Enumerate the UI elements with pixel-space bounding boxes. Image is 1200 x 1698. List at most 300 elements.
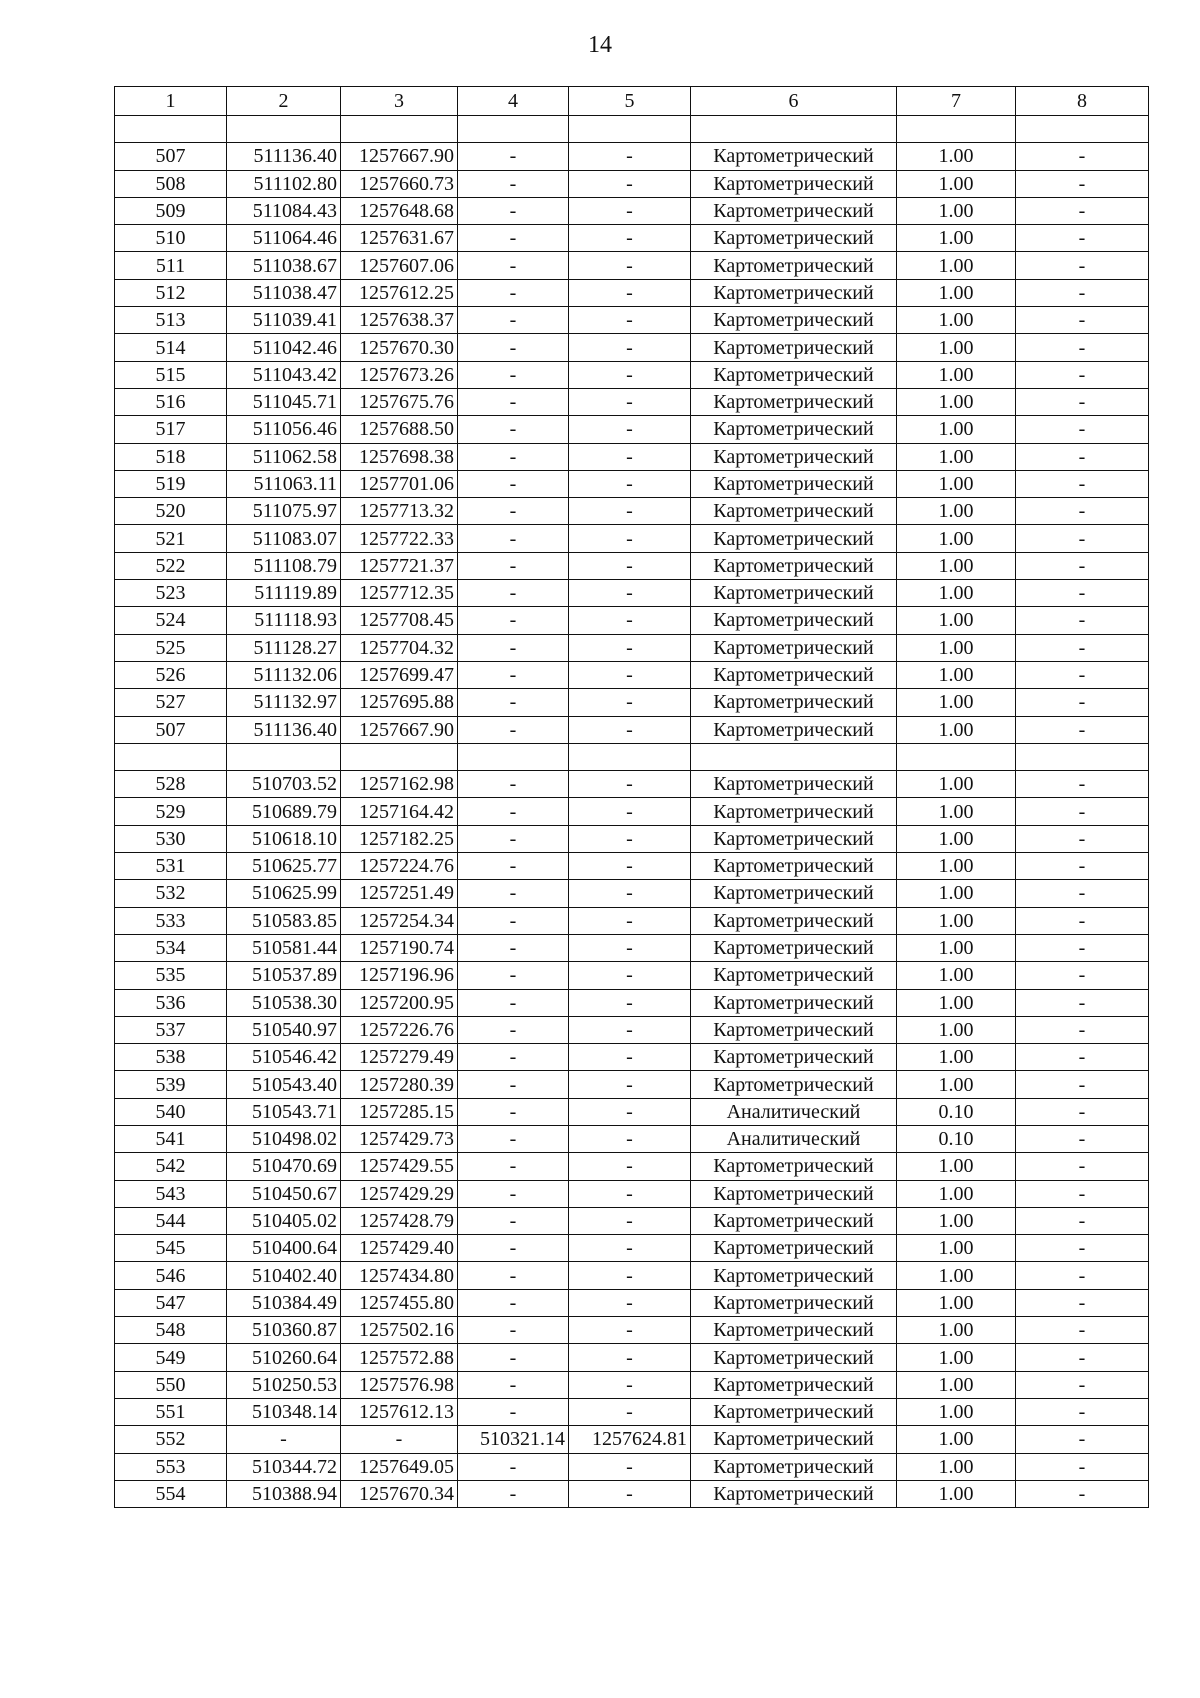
point-number-cell: 547 [115, 1289, 227, 1316]
y-old-cell: - [569, 1153, 691, 1180]
table-row [115, 1071, 1149, 1098]
y-coordinate-cell: 1257722.33 [341, 525, 458, 552]
y-coordinate-cell: 1257667.90 [341, 716, 458, 743]
point-number-cell: 533 [115, 907, 227, 934]
point-number-cell: 534 [115, 934, 227, 961]
y-old-cell: - [569, 1262, 691, 1289]
point-number-cell: 521 [115, 525, 227, 552]
description-cell: - [1016, 498, 1149, 525]
y-coordinate-cell: 1257226.76 [341, 1016, 458, 1043]
x-coordinate-cell: 511128.27 [227, 634, 341, 661]
method-cell: Картометрический [691, 361, 897, 388]
accuracy-cell: 1.00 [897, 689, 1016, 716]
x-old-cell: - [458, 1262, 569, 1289]
table-row [115, 580, 1149, 607]
table-row [115, 1180, 1149, 1207]
accuracy-cell: 1.00 [897, 170, 1016, 197]
y-coordinate-cell: 1257667.90 [341, 143, 458, 170]
x-coordinate-cell: 510543.40 [227, 1071, 341, 1098]
y-old-cell: - [569, 1125, 691, 1152]
description-cell: - [1016, 388, 1149, 415]
description-cell: - [1016, 716, 1149, 743]
x-coordinate-cell: 510402.40 [227, 1262, 341, 1289]
method-cell: Картометрический [691, 388, 897, 415]
method-cell: Картометрический [691, 197, 897, 224]
table-row [115, 143, 1149, 170]
description-cell: - [1016, 689, 1149, 716]
x-old-cell: - [458, 853, 569, 880]
point-number-cell: 511 [115, 252, 227, 279]
x-coordinate-cell: 510703.52 [227, 771, 341, 798]
x-coordinate-cell: 510689.79 [227, 798, 341, 825]
method-cell: Картометрический [691, 798, 897, 825]
x-old-cell: - [458, 525, 569, 552]
x-coordinate-cell: 511136.40 [227, 716, 341, 743]
table-row [115, 1344, 1149, 1371]
column-header: 7 [897, 87, 1016, 116]
accuracy-cell: 1.00 [897, 498, 1016, 525]
y-old-cell: - [569, 771, 691, 798]
description-cell: - [1016, 279, 1149, 306]
y-coordinate-cell: 1257673.26 [341, 361, 458, 388]
description-cell: - [1016, 989, 1149, 1016]
method-cell: Картометрический [691, 279, 897, 306]
y-old-cell: - [569, 552, 691, 579]
x-coordinate-cell: 511045.71 [227, 388, 341, 415]
accuracy-cell: 1.00 [897, 1207, 1016, 1234]
table-row [115, 116, 1149, 143]
description-cell: - [1016, 661, 1149, 688]
y-old-cell: - [569, 689, 691, 716]
y-coordinate-cell: 1257190.74 [341, 934, 458, 961]
table-row [115, 443, 1149, 470]
x-old-cell: - [458, 934, 569, 961]
y-old-cell: - [569, 170, 691, 197]
y-old-cell: - [569, 388, 691, 415]
method-cell: Картометрический [691, 1071, 897, 1098]
y-old-cell: - [569, 1317, 691, 1344]
x-coordinate-cell: 510400.64 [227, 1235, 341, 1262]
y-coordinate-cell: 1257701.06 [341, 470, 458, 497]
x-old-cell: - [458, 197, 569, 224]
y-old-cell: - [569, 962, 691, 989]
table-row [115, 689, 1149, 716]
y-old-cell: - [569, 279, 691, 306]
y-coordinate-cell: 1257429.55 [341, 1153, 458, 1180]
accuracy-cell: 0.10 [897, 1125, 1016, 1152]
method-cell: Аналитический [691, 1098, 897, 1125]
accuracy-cell: 1.00 [897, 989, 1016, 1016]
x-coordinate-cell: 510625.99 [227, 880, 341, 907]
method-cell: Картометрический [691, 307, 897, 334]
y-old-cell: - [569, 1398, 691, 1425]
accuracy-cell: 1.00 [897, 1426, 1016, 1453]
method-cell: Картометрический [691, 1317, 897, 1344]
x-coordinate-cell: 510348.14 [227, 1398, 341, 1425]
x-old-cell: - [458, 225, 569, 252]
y-coordinate-cell: 1257708.45 [341, 607, 458, 634]
point-number-cell: 514 [115, 334, 227, 361]
point-number-cell: 507 [115, 143, 227, 170]
x-old-cell: - [458, 170, 569, 197]
table-row [115, 525, 1149, 552]
y-coordinate-cell: 1257576.98 [341, 1371, 458, 1398]
y-old-cell: - [569, 498, 691, 525]
table-row [115, 1044, 1149, 1071]
x-old-cell: - [458, 1398, 569, 1425]
y-coordinate-cell: 1257279.49 [341, 1044, 458, 1071]
description-cell: - [1016, 580, 1149, 607]
method-cell: Картометрический [691, 1426, 897, 1453]
y-old-cell: - [569, 252, 691, 279]
accuracy-cell: 0.10 [897, 1098, 1016, 1125]
x-old-cell: - [458, 279, 569, 306]
x-old-cell: - [458, 1044, 569, 1071]
accuracy-cell: 1.00 [897, 1016, 1016, 1043]
method-cell [691, 116, 897, 143]
table-row [115, 1125, 1149, 1152]
accuracy-cell: 1.00 [897, 1480, 1016, 1507]
y-old-cell: - [569, 989, 691, 1016]
accuracy-cell: 1.00 [897, 525, 1016, 552]
method-cell: Картометрический [691, 498, 897, 525]
accuracy-cell: 1.00 [897, 443, 1016, 470]
accuracy-cell: 1.00 [897, 1044, 1016, 1071]
accuracy-cell: 1.00 [897, 552, 1016, 579]
y-old-cell: - [569, 197, 691, 224]
table-row [115, 771, 1149, 798]
table-row [115, 1016, 1149, 1043]
y-coordinate-cell: 1257455.80 [341, 1289, 458, 1316]
y-old-cell: - [569, 1344, 691, 1371]
point-number-cell: 529 [115, 798, 227, 825]
accuracy-cell: 1.00 [897, 143, 1016, 170]
point-number-cell: 517 [115, 416, 227, 443]
y-coordinate-cell: 1257434.80 [341, 1262, 458, 1289]
accuracy-cell [897, 116, 1016, 143]
y-old-cell: - [569, 934, 691, 961]
method-cell: Картометрический [691, 716, 897, 743]
table-row [115, 1317, 1149, 1344]
x-coordinate-cell: 511043.42 [227, 361, 341, 388]
description-cell: - [1016, 1235, 1149, 1262]
point-number-cell: 508 [115, 170, 227, 197]
method-cell: Картометрический [691, 225, 897, 252]
x-coordinate-cell: 511132.06 [227, 661, 341, 688]
x-coordinate-cell: 511056.46 [227, 416, 341, 443]
table-row [115, 279, 1149, 306]
accuracy-cell: 1.00 [897, 853, 1016, 880]
description-cell: - [1016, 416, 1149, 443]
description-cell: - [1016, 1071, 1149, 1098]
description-cell: - [1016, 1480, 1149, 1507]
point-number-cell: 542 [115, 1153, 227, 1180]
method-cell: Картометрический [691, 1044, 897, 1071]
point-number-cell: 531 [115, 853, 227, 880]
method-cell: Картометрический [691, 525, 897, 552]
description-cell: - [1016, 798, 1149, 825]
method-cell: Картометрический [691, 334, 897, 361]
y-old-cell: - [569, 1071, 691, 1098]
x-coordinate-cell: 511132.97 [227, 689, 341, 716]
point-number-cell: 520 [115, 498, 227, 525]
x-old-cell: - [458, 1153, 569, 1180]
point-number-cell: 538 [115, 1044, 227, 1071]
x-old-cell: - [458, 1289, 569, 1316]
accuracy-cell: 1.00 [897, 1289, 1016, 1316]
description-cell: - [1016, 307, 1149, 334]
method-cell: Картометрический [691, 143, 897, 170]
x-coordinate-cell: 510618.10 [227, 825, 341, 852]
method-cell: Картометрический [691, 607, 897, 634]
y-coordinate-cell: 1257699.47 [341, 661, 458, 688]
x-old-cell: - [458, 143, 569, 170]
method-cell: Картометрический [691, 934, 897, 961]
y-coordinate-cell: 1257164.42 [341, 798, 458, 825]
method-cell: Картометрический [691, 634, 897, 661]
y-old-cell: - [569, 580, 691, 607]
accuracy-cell: 1.00 [897, 197, 1016, 224]
point-number-cell: 532 [115, 880, 227, 907]
method-cell: Картометрический [691, 1398, 897, 1425]
table-row [115, 416, 1149, 443]
method-cell: Картометрический [691, 771, 897, 798]
column-header: 2 [227, 87, 341, 116]
description-cell: - [1016, 907, 1149, 934]
method-cell: Картометрический [691, 443, 897, 470]
method-cell: Картометрический [691, 252, 897, 279]
y-old-cell: - [569, 1016, 691, 1043]
y-coordinate-cell: 1257631.67 [341, 225, 458, 252]
table-row [115, 1153, 1149, 1180]
table-row [115, 989, 1149, 1016]
x-coordinate-cell: 511084.43 [227, 197, 341, 224]
table-row [115, 1262, 1149, 1289]
accuracy-cell: 1.00 [897, 1071, 1016, 1098]
column-header: 3 [341, 87, 458, 116]
description-cell: - [1016, 1344, 1149, 1371]
y-coordinate-cell: 1257704.32 [341, 634, 458, 661]
y-coordinate-cell: 1257502.16 [341, 1317, 458, 1344]
point-number-cell: 535 [115, 962, 227, 989]
description-cell: - [1016, 334, 1149, 361]
accuracy-cell: 1.00 [897, 1153, 1016, 1180]
table-row [115, 1207, 1149, 1234]
y-coordinate-cell: 1257713.32 [341, 498, 458, 525]
table-row [115, 1235, 1149, 1262]
y-old-cell: - [569, 1371, 691, 1398]
method-cell: Картометрический [691, 1344, 897, 1371]
description-cell [1016, 116, 1149, 143]
y-old-cell [569, 116, 691, 143]
x-coordinate-cell: 510470.69 [227, 1153, 341, 1180]
point-number-cell: 543 [115, 1180, 227, 1207]
y-old-cell: 1257624.81 [569, 1426, 691, 1453]
description-cell: - [1016, 525, 1149, 552]
method-cell: Картометрический [691, 580, 897, 607]
x-coordinate-cell: 510344.72 [227, 1453, 341, 1480]
table-row [115, 1426, 1149, 1453]
x-coordinate-cell: 510450.67 [227, 1180, 341, 1207]
description-cell: - [1016, 470, 1149, 497]
accuracy-cell: 1.00 [897, 962, 1016, 989]
x-old-cell: - [458, 634, 569, 661]
point-number-cell: 507 [115, 716, 227, 743]
y-coordinate-cell: 1257638.37 [341, 307, 458, 334]
accuracy-cell: 1.00 [897, 1262, 1016, 1289]
point-number-cell: 527 [115, 689, 227, 716]
y-coordinate-cell: 1257200.95 [341, 989, 458, 1016]
method-cell: Картометрический [691, 1235, 897, 1262]
y-coordinate-cell: 1257670.30 [341, 334, 458, 361]
y-coordinate-cell: 1257429.40 [341, 1235, 458, 1262]
y-coordinate-cell: 1257429.73 [341, 1125, 458, 1152]
description-cell: - [1016, 1289, 1149, 1316]
point-number-cell: 548 [115, 1317, 227, 1344]
accuracy-cell: 1.00 [897, 716, 1016, 743]
y-old-cell: - [569, 1480, 691, 1507]
table-row [115, 825, 1149, 852]
description-cell: - [1016, 853, 1149, 880]
description-cell: - [1016, 1398, 1149, 1425]
table-row [115, 470, 1149, 497]
x-old-cell: - [458, 1180, 569, 1207]
table-row [115, 1398, 1149, 1425]
x-coordinate-cell: 511062.58 [227, 443, 341, 470]
method-cell: Картометрический [691, 1016, 897, 1043]
x-coordinate-cell: 510583.85 [227, 907, 341, 934]
method-cell: Картометрический [691, 552, 897, 579]
description-cell: - [1016, 252, 1149, 279]
x-coordinate-cell: 510546.42 [227, 1044, 341, 1071]
description-cell: - [1016, 1125, 1149, 1152]
point-number-cell: 525 [115, 634, 227, 661]
table-row [115, 225, 1149, 252]
y-coordinate-cell: 1257428.79 [341, 1207, 458, 1234]
x-old-cell: - [458, 825, 569, 852]
method-cell: Картометрический [691, 1180, 897, 1207]
method-cell: Картометрический [691, 907, 897, 934]
point-number-cell: 553 [115, 1453, 227, 1480]
accuracy-cell: 1.00 [897, 1371, 1016, 1398]
y-coordinate-cell: 1257607.06 [341, 252, 458, 279]
x-old-cell: - [458, 443, 569, 470]
point-number-cell: 539 [115, 1071, 227, 1098]
x-old-cell: - [458, 334, 569, 361]
x-coordinate-cell: 510384.49 [227, 1289, 341, 1316]
x-coordinate-cell: 510388.94 [227, 1480, 341, 1507]
y-old-cell: - [569, 143, 691, 170]
x-coordinate-cell: 511108.79 [227, 552, 341, 579]
coordinates-table [114, 86, 1149, 1508]
y-coordinate-cell: 1257429.29 [341, 1180, 458, 1207]
table-header-row [115, 87, 1149, 116]
table-row [115, 1098, 1149, 1125]
accuracy-cell: 1.00 [897, 1180, 1016, 1207]
x-coordinate-cell: 511075.97 [227, 498, 341, 525]
x-old-cell: - [458, 470, 569, 497]
point-number-cell [115, 116, 227, 143]
x-old-cell: - [458, 416, 569, 443]
x-old-cell: - [458, 498, 569, 525]
point-number-cell: 551 [115, 1398, 227, 1425]
x-coordinate-cell: 511083.07 [227, 525, 341, 552]
method-cell: Картометрический [691, 470, 897, 497]
x-old-cell: - [458, 607, 569, 634]
x-coordinate-cell: 510543.71 [227, 1098, 341, 1125]
x-coordinate-cell: 511038.47 [227, 279, 341, 306]
accuracy-cell: 1.00 [897, 225, 1016, 252]
x-coordinate-cell: 511102.80 [227, 170, 341, 197]
point-number-cell: 530 [115, 825, 227, 852]
table-row [115, 607, 1149, 634]
x-old-cell: - [458, 388, 569, 415]
table-row [115, 853, 1149, 880]
y-coordinate-cell [341, 743, 458, 770]
x-old-cell: - [458, 689, 569, 716]
table-row [115, 1453, 1149, 1480]
x-coordinate-cell: 511064.46 [227, 225, 341, 252]
accuracy-cell: 1.00 [897, 1398, 1016, 1425]
x-coordinate-cell: 511038.67 [227, 252, 341, 279]
description-cell: - [1016, 962, 1149, 989]
y-coordinate-cell: 1257721.37 [341, 552, 458, 579]
method-cell: Картометрический [691, 661, 897, 688]
x-coordinate-cell: 510498.02 [227, 1125, 341, 1152]
x-old-cell: - [458, 361, 569, 388]
x-old-cell: - [458, 1317, 569, 1344]
description-cell: - [1016, 1153, 1149, 1180]
point-number-cell: 513 [115, 307, 227, 334]
accuracy-cell: 1.00 [897, 907, 1016, 934]
y-old-cell: - [569, 907, 691, 934]
column-header: 5 [569, 87, 691, 116]
method-cell: Картометрический [691, 853, 897, 880]
table-row [115, 1289, 1149, 1316]
y-coordinate-cell [341, 116, 458, 143]
point-number-cell: 554 [115, 1480, 227, 1507]
y-old-cell: - [569, 470, 691, 497]
point-number-cell: 541 [115, 1125, 227, 1152]
x-coordinate-cell: 510538.30 [227, 989, 341, 1016]
x-old-cell: - [458, 1207, 569, 1234]
y-old-cell: - [569, 1207, 691, 1234]
x-old-cell: - [458, 1125, 569, 1152]
y-old-cell: - [569, 1180, 691, 1207]
point-number-cell: 524 [115, 607, 227, 634]
y-coordinate-cell: 1257224.76 [341, 853, 458, 880]
method-cell: Аналитический [691, 1125, 897, 1152]
x-old-cell: - [458, 552, 569, 579]
description-cell: - [1016, 1180, 1149, 1207]
y-coordinate-cell: 1257648.68 [341, 197, 458, 224]
method-cell: Картометрический [691, 1262, 897, 1289]
accuracy-cell: 1.00 [897, 771, 1016, 798]
method-cell: Картометрический [691, 1207, 897, 1234]
accuracy-cell: 1.00 [897, 361, 1016, 388]
y-old-cell: - [569, 1235, 691, 1262]
table-row [115, 388, 1149, 415]
accuracy-cell: 1.00 [897, 279, 1016, 306]
x-old-cell: - [458, 1344, 569, 1371]
x-coordinate-cell: 511042.46 [227, 334, 341, 361]
table-body [115, 116, 1149, 1508]
accuracy-cell: 1.00 [897, 934, 1016, 961]
x-old-cell: - [458, 1480, 569, 1507]
point-number-cell: 523 [115, 580, 227, 607]
x-coordinate-cell: - [227, 1426, 341, 1453]
table-row [115, 334, 1149, 361]
